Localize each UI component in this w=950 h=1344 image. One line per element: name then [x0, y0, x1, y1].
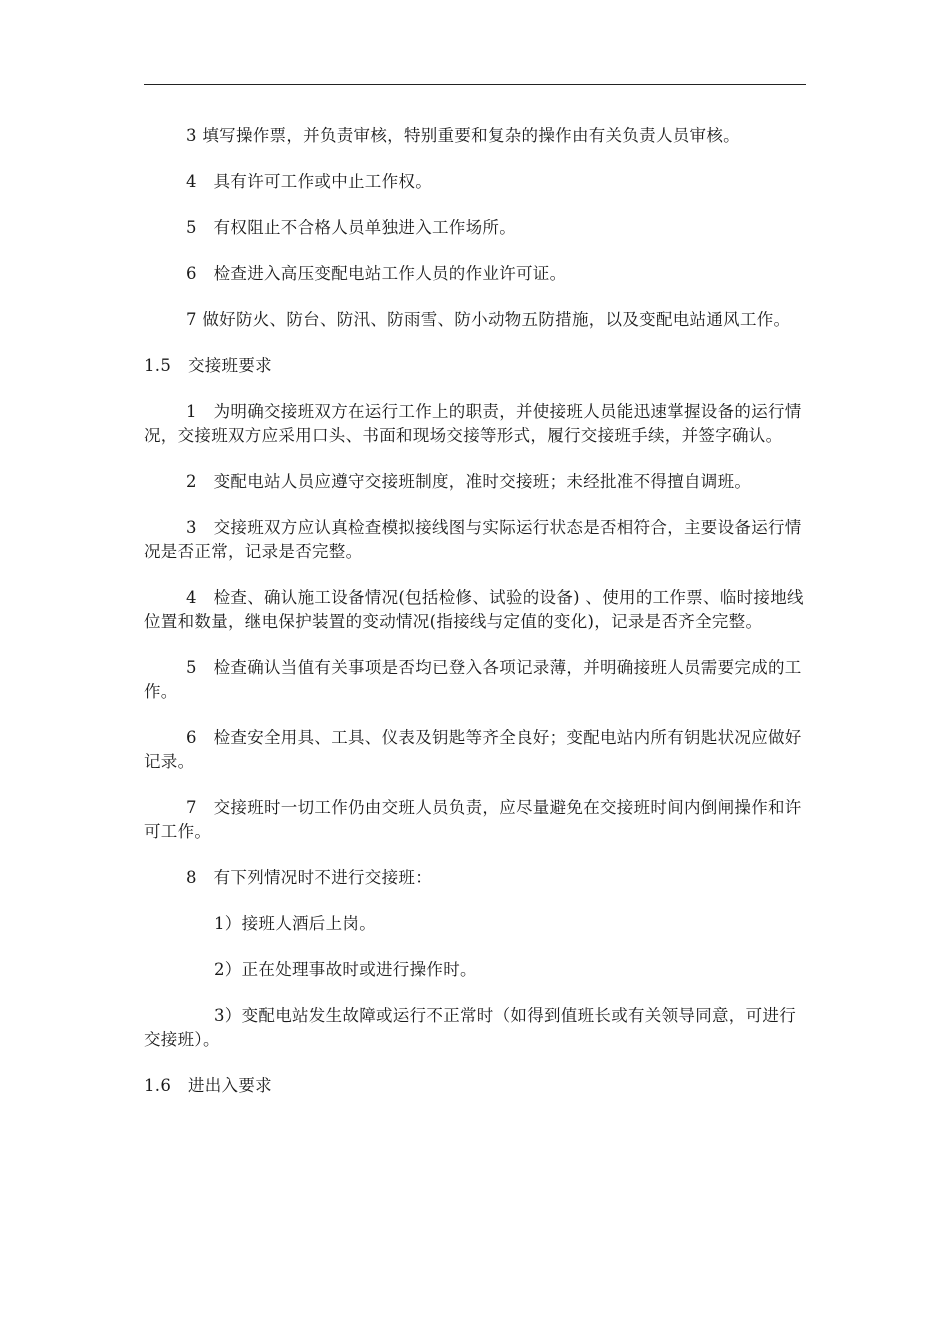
paragraph-item-7: 7 做好防火、防台、防汛、防雨雪、防小动物五防措施，以及变配电站通风工作。 — [186, 310, 791, 329]
paragraph-item-3: 3 填写操作票，并负责审核，特别重要和复杂的操作由有关负责人员审核。 — [186, 126, 740, 145]
header-rule — [144, 84, 806, 85]
handover-item-6: 6 检查安全用具、工具、仪表及钥匙等齐全良好；变配电站内所有钥匙状况应做好记录。 — [144, 728, 802, 771]
no-handover-case-1: 1）接班人酒后上岗。 — [214, 914, 376, 933]
handover-item-2: 2 变配电站人员应遵守交接班制度，准时交接班；未经批准不得擅自调班。 — [186, 472, 752, 491]
paragraph-item-4: 4 具有许可工作或中止工作权。 — [186, 172, 432, 191]
section-heading-1-6: 1.6 进出入要求 — [144, 1076, 272, 1095]
handover-item-3: 3 交接班双方应认真检查模拟接线图与实际运行状态是否相符合，主要设备运行情况是否正常，记录是否完整。 — [144, 518, 802, 561]
document-body — [144, 124, 806, 1120]
handover-item-4: 4 检查、确认施工设备情况(包括检修、试验的设备) 、使用的工作票、临时接地线位置和数量，继电保护装置的变动情况(指接线与定值的变化)，记录是否齐全完整。 — [144, 588, 804, 631]
section-heading-1-5: 1.5 交接班要求 — [144, 356, 272, 375]
handover-item-5: 5 检查确认当值有关事项是否均已登入各项记录薄，并明确接班人员需要完成的工作。 — [144, 658, 802, 701]
paragraph-item-5: 5 有权阻止不合格人员单独进入工作场所。 — [186, 218, 516, 237]
no-handover-case-3: 3）变配电站发生故障或运行不正常时（如得到值班长或有关领导同意，可进行交接班）。 — [144, 1006, 796, 1049]
paragraph-item-6: 6 检查进入高压变配电站工作人员的作业许可证。 — [186, 264, 567, 283]
handover-item-1: 1 为明确交接班双方在运行工作上的职责，并使接班人员能迅速掌握设备的运行情况，交接班双方应采用口头、书面和现场交接等形式，履行交接班手续，并签字确认。 — [144, 402, 802, 445]
no-handover-case-2: 2）正在处理事故时或进行操作时。 — [214, 960, 477, 979]
handover-item-8: 8 有下列情况时不进行交接班： — [186, 868, 432, 887]
handover-item-7: 7 交接班时一切工作仍由交班人员负责，应尽量避免在交接班时间内倒闸操作和许可工作。 — [144, 798, 802, 841]
